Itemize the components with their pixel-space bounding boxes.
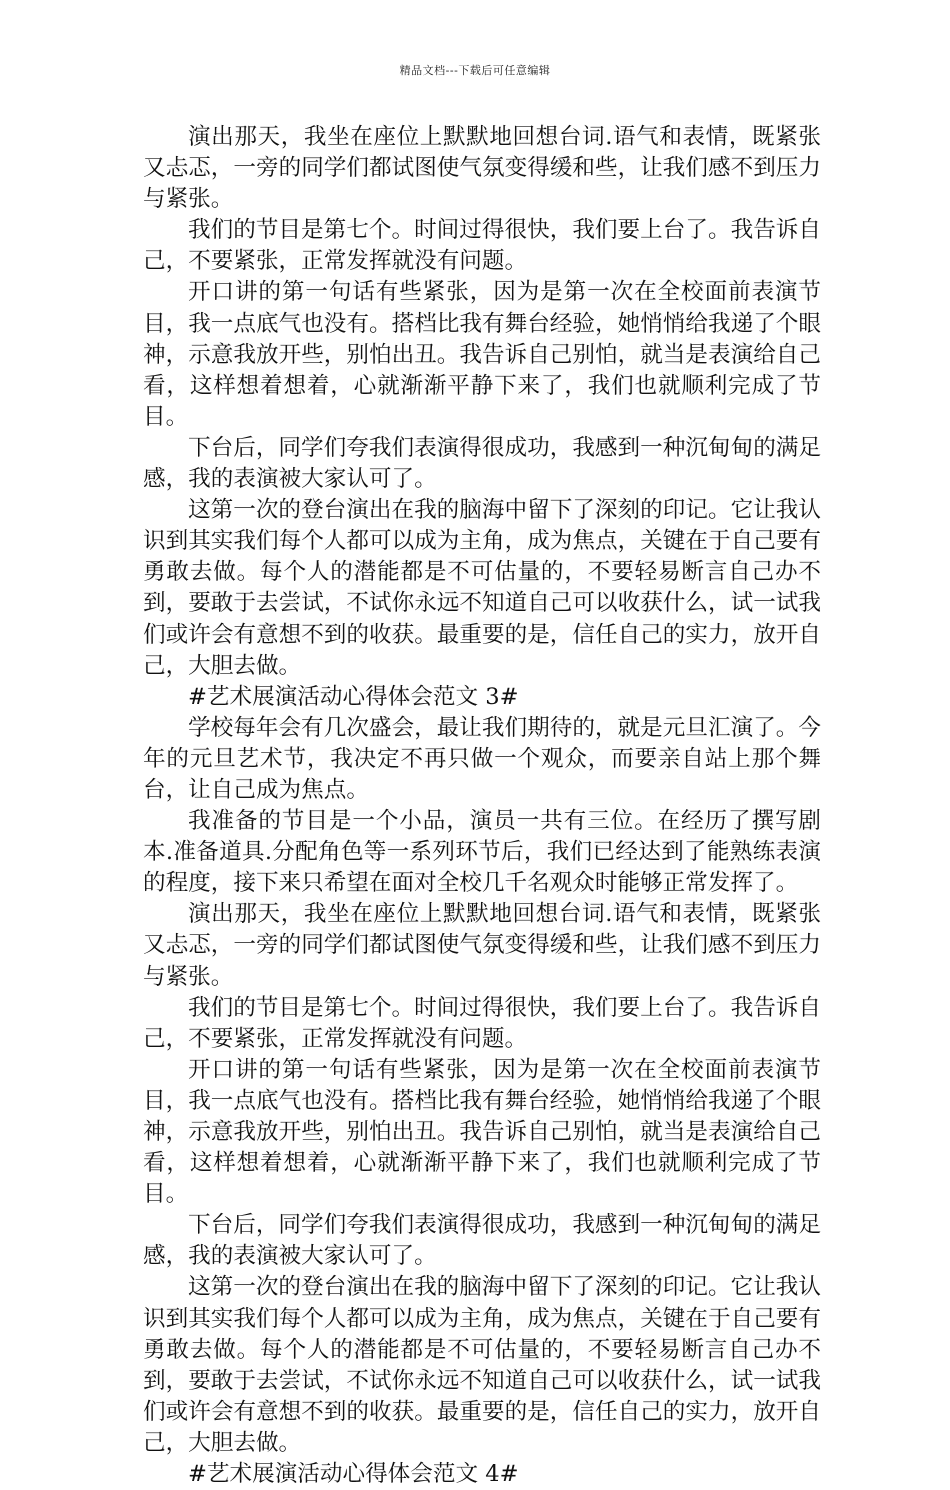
paragraph: 这第一次的登台演出在我的脑海中留下了深刻的印记。它让我认识到其实我们每个人都可以成为主角，成为焦点，关键在于自己要有勇敢去做。每个人的潜能都是不可估量的，不要轻易断言自己办不到，要敢于去尝试，不试你永远不知道自己可以收获什么，试一试我们或许会有意想不到的收获。最重要的是，信任自己的实力，放开自己，大胆去做。 [143, 1274, 821, 1456]
paragraph: 这第一次的登台演出在我的脑海中留下了深刻的印记。它让我认识到其实我们每个人都可以成为主角，成为焦点，关键在于自己要有勇敢去做。每个人的潜能都是不可估量的，不要轻易断言自己办不到，要敢于去尝试，不试你永远不知道自己可以收获什么，试一试我们或许会有意想不到的收获。最重要的是，信任自己的实力，放开自己，大胆去做。 [143, 497, 821, 679]
paragraph: 开口讲的第一句话有些紧张，因为是第一次在全校面前表演节目，我一点底气也没有。搭档比我有舞台经验，她悄悄给我递了个眼神，示意我放开些，别怕出丑。我告诉自己别怕，就当是表演给自己看，这样想着想着，心就渐渐平静下来了，我们也就顺利完成了节目。 [143, 1056, 821, 1208]
paragraph: 我们的节目是第七个。时间过得很快，我们要上台了。我告诉自己，不要紧张，正常发挥就没有问题。 [143, 217, 821, 275]
document-body [143, 122, 821, 1490]
paragraph: 下台后，同学们夸我们表演得很成功，我感到一种沉甸甸的满足感，我的表演被大家认可了。 [143, 434, 821, 493]
paragraph: 我准备的节目是一个小品，演员一共有三位。在经历了撰写剧本.准备道具.分配角色等一系列环节后，我们已经达到了能熟练表演的程度，接下来只希望在面对全校几千名观众时能够正常发挥了。 [143, 808, 821, 897]
paragraph: 下台后，同学们夸我们表演得很成功，我感到一种沉甸甸的满足感，我的表演被大家认可了。 [143, 1212, 821, 1270]
paragraph: 学校每年会有几次盛会，最让我们期待的，就是元旦汇演了。今年的元旦艺术节，我决定不再只做一个观众，而要亲自站上那个舞台，让自己成为焦点。 [143, 714, 821, 803]
page-header: 精品文档---下载后可任意编辑 [399, 64, 551, 77]
section-heading: #艺术展演活动心得体会范文 4# [188, 1461, 519, 1488]
paragraph: 演出那天，我坐在座位上默默地回想台词.语气和表情，既紧张又忐忑，一旁的同学们都试图使气氛变得缓和些，让我们感不到压力与紧张。 [143, 124, 821, 213]
paragraph: 演出那天，我坐在座位上默默地回想台词.语气和表情，既紧张又忐忑，一旁的同学们都试图使气氛变得缓和些，让我们感不到压力与紧张。 [143, 901, 821, 990]
paragraph: 我们的节目是第七个。时间过得很快，我们要上台了。我告诉自己，不要紧张，正常发挥就没有问题。 [143, 994, 821, 1052]
section-heading: #艺术展演活动心得体会范文 3# [188, 683, 519, 710]
paragraph: 开口讲的第一句话有些紧张，因为是第一次在全校面前表演节目，我一点底气也没有。搭档比我有舞台经验，她悄悄给我递了个眼神，示意我放开些，别怕出丑。我告诉自己别怕，就当是表演给自己看，这样想着想着，心就渐渐平静下来了，我们也就顺利完成了节目。 [143, 279, 821, 430]
